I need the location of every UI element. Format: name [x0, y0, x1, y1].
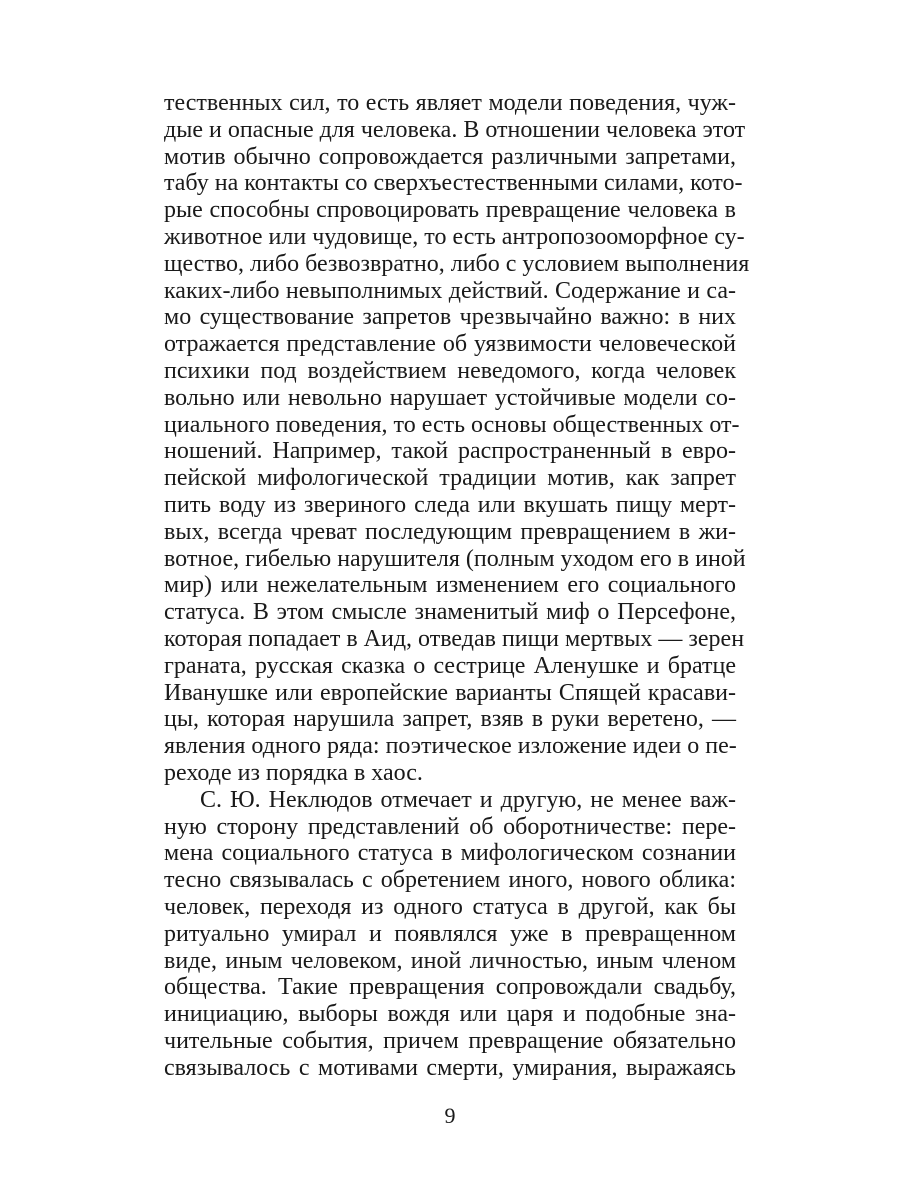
text-line: вотное, гибелью нарушителя (полным уходом его в иной — [164, 545, 746, 572]
text-line: табу на контакты со сверхъестественными силами, кото- — [164, 170, 743, 197]
text-line: общества. Такие превращения сопровождали свадьбу, — [164, 974, 736, 1001]
text-line: Иванушке или европейские варианты Спящей красави- — [164, 679, 736, 706]
text-line: каких-либо невыполнимых действий. Содержание и са- — [164, 277, 736, 304]
text-line: цы, которая нарушила запрет, взяв в руки веретено, — — [164, 706, 736, 733]
text-line: связывалось с мотивами смерти, умирания, выражаясь — [164, 1054, 736, 1081]
text-line: циального поведения, то есть основы общественных от- — [164, 411, 740, 438]
text-line: ритуально умирал и появлялся уже в превращенном — [164, 920, 736, 947]
text-line: вольно или невольно нарушает устойчивые модели со- — [164, 384, 736, 411]
text-line: которая попадает в Аид, отведав пищи мертвых — зерен — [164, 625, 745, 652]
text-line: реходе из порядка в хаос. — [164, 759, 423, 786]
text-line: пейской мифологической традиции мотив, как запрет — [164, 465, 736, 492]
text-line: инициацию, выборы вождя или царя и подобные зна- — [164, 1001, 736, 1028]
text-line: щество, либо безвозвратно, либо с условием выполнения — [164, 250, 750, 277]
text-line: пить воду из звериного следа или вкушать пищу мерт- — [164, 491, 736, 518]
text-line: тественных сил, то есть являет модели поведения, чуж- — [164, 90, 736, 116]
text-line: виде, иным человеком, иной личностью, иным членом — [164, 947, 736, 974]
text-line: отражается представление об уязвимости человеческой — [164, 331, 736, 358]
text-line: животное или чудовище, то есть антропозооморфное су- — [164, 223, 745, 250]
text-line: С. Ю. Неклюдов отмечает и другую, не менее важ- — [200, 786, 736, 813]
text-line: рые способны спровоцировать превращение человека в — [164, 197, 736, 224]
body-text — [164, 90, 750, 1081]
text-line: вых, всегда чреват последующим превращением в жи- — [164, 518, 736, 545]
text-line: человек, переходя из одного статуса в другой, как бы — [164, 893, 736, 920]
text-line: мена социального статуса в мифологическом сознании — [164, 840, 736, 867]
text-line: чительные события, причем превращение обязательно — [164, 1027, 736, 1054]
text-line: тесно связывалась с обретением иного, нового облика: — [164, 867, 736, 894]
text-line: ную сторону представлений об оборотничестве: пере- — [164, 813, 736, 840]
text-line: граната, русская сказка о сестрице Аленушке и братце — [164, 652, 736, 679]
paragraph-2 — [164, 787, 736, 1082]
text-line: явления одного ряда: поэтическое изложение идеи о пе- — [164, 733, 737, 760]
text-line: мотив обычно сопровождается различными запретами, — [164, 143, 736, 170]
text-line: мир) или нежелательным изменением его социального — [164, 572, 736, 599]
text-line: ношений. Например, такой распространенный в евро- — [164, 438, 736, 465]
text-line: статуса. В этом смысле знаменитый миф о Персефоне, — [164, 599, 736, 626]
page-number: 9 — [444, 1103, 456, 1128]
text-line: психики под воздействием неведомого, когда человек — [164, 357, 736, 384]
text-line: дые и опасные для человека. В отношении человека этот — [164, 116, 746, 143]
paragraph-1 — [164, 90, 750, 787]
text-line: мо существование запретов чрезвычайно важно: в них — [164, 304, 736, 331]
